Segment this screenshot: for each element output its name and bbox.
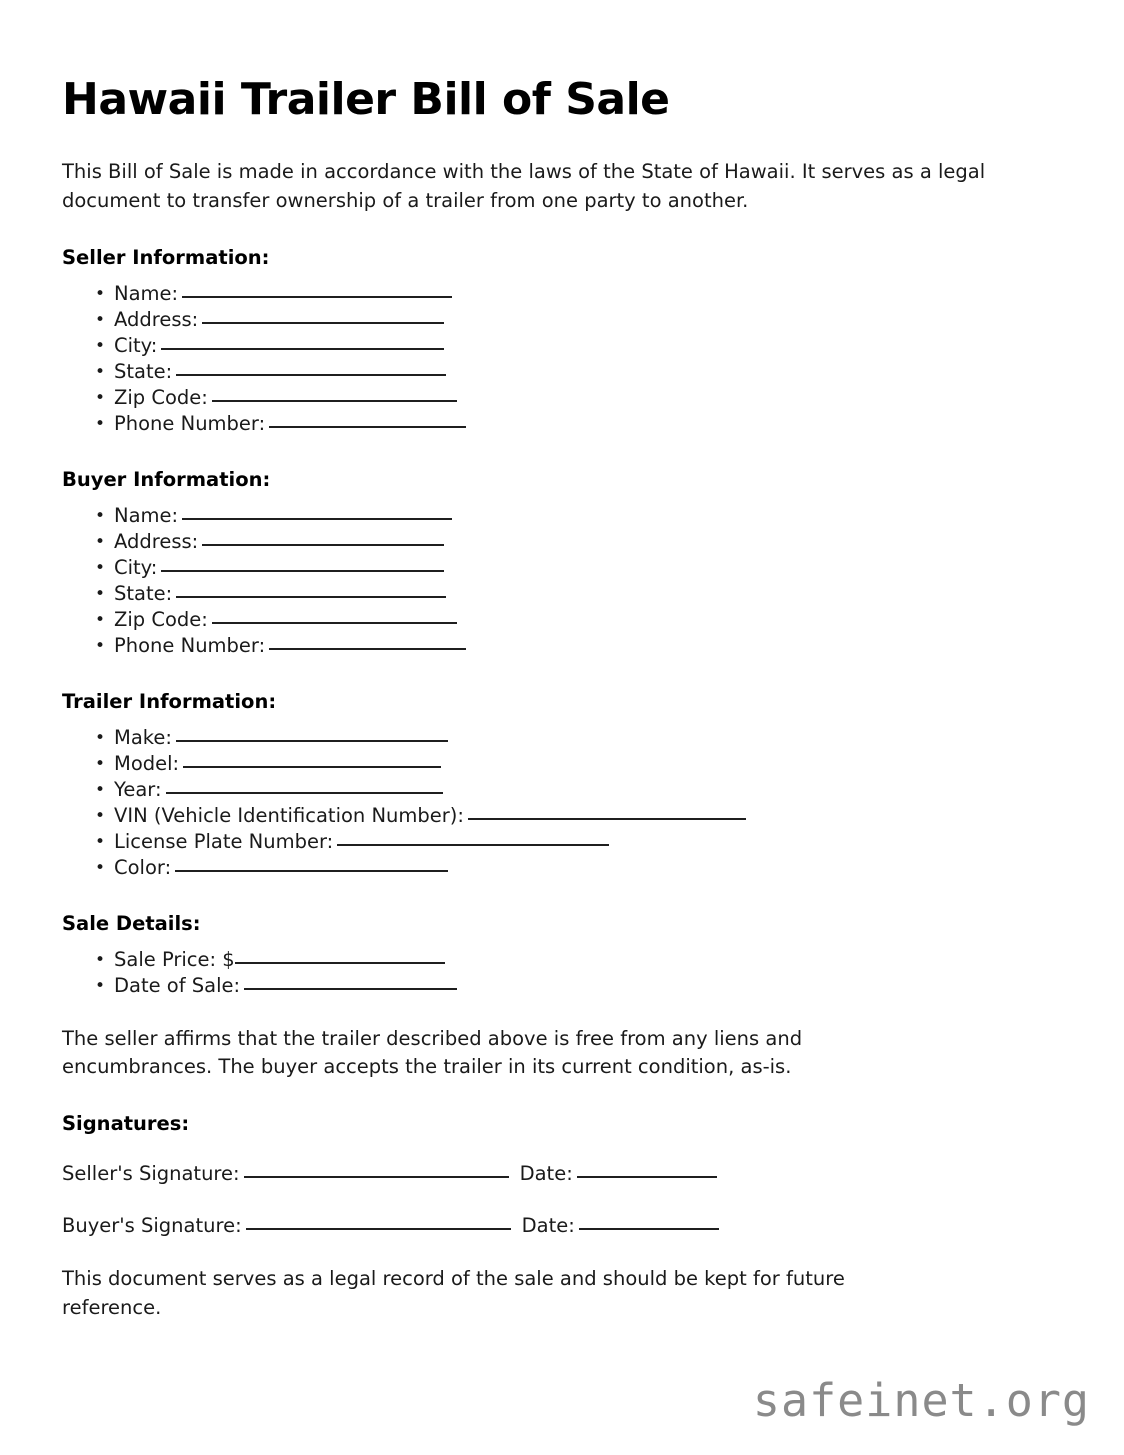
signature-blank-line[interactable] [244, 1161, 509, 1178]
date-blank-line[interactable] [577, 1161, 717, 1178]
field-label: Date of Sale: [114, 973, 241, 997]
list-item [62, 973, 1062, 999]
field-label: VIN (Vehicle Identification Number): [114, 803, 464, 827]
list-item [62, 359, 1062, 385]
seller-field-list [62, 281, 1062, 437]
field-label: Phone Number: [114, 633, 266, 657]
list-item [62, 607, 1062, 633]
field-blank-line[interactable] [176, 359, 446, 376]
field-label: Address: [114, 529, 199, 553]
list-item [62, 333, 1062, 359]
field-blank-line[interactable] [176, 725, 448, 742]
page-title: Hawaii Trailer Bill of Sale [62, 74, 670, 125]
list-item [62, 503, 1062, 529]
signature-row [62, 1213, 1062, 1239]
field-blank-line[interactable] [182, 503, 452, 520]
list-item [62, 725, 1062, 751]
signatures-heading: Signatures: [62, 1112, 190, 1136]
trailer-field-list [62, 725, 1062, 881]
field-label: State: [114, 359, 173, 383]
field-blank-line[interactable] [161, 555, 444, 572]
list-item [62, 947, 1062, 973]
field-label: Year: [114, 777, 162, 801]
date-blank-line[interactable] [579, 1213, 719, 1230]
field-blank-line[interactable] [182, 281, 452, 298]
list-item [62, 751, 1062, 777]
list-item [62, 555, 1062, 581]
list-item [62, 855, 1062, 881]
buyer-information-heading: Buyer Information: [62, 467, 271, 491]
field-blank-line[interactable] [183, 751, 441, 768]
field-label: City: [114, 555, 158, 579]
date-label: Date: [519, 1162, 573, 1186]
field-blank-line[interactable] [212, 607, 457, 624]
list-item [62, 777, 1062, 803]
seller-information-heading: Seller Information: [62, 245, 270, 269]
date-label: Date: [521, 1214, 575, 1238]
trailer-information-heading: Trailer Information: [62, 689, 277, 713]
field-blank-line[interactable] [244, 973, 457, 990]
field-label: Zip Code: [114, 607, 208, 631]
field-blank-line[interactable] [202, 307, 444, 324]
list-item [62, 385, 1062, 411]
list-item [62, 581, 1062, 607]
field-blank-line[interactable] [269, 411, 466, 428]
field-label: Address: [114, 307, 199, 331]
signature-label: Buyer's Signature: [62, 1214, 242, 1238]
field-label: City: [114, 333, 158, 357]
field-blank-line[interactable] [175, 855, 448, 872]
field-blank-line[interactable] [166, 777, 443, 794]
list-item [62, 529, 1062, 555]
site-watermark: safeinet.org [752, 1374, 1090, 1427]
field-label: Model: [114, 751, 180, 775]
list-item [62, 633, 1062, 659]
field-blank-line[interactable] [161, 333, 444, 350]
signature-label: Seller's Signature: [62, 1162, 240, 1186]
field-label: Phone Number: [114, 411, 266, 435]
field-blank-line[interactable] [468, 803, 746, 820]
intro-paragraph: This Bill of Sale is made in accordance with the laws of the State of Hawaii. It serves as a legal document to transfer ownership of a trailer from one party to another. [62, 160, 986, 212]
field-blank-line[interactable] [269, 633, 466, 650]
signature-blank-line[interactable] [246, 1213, 511, 1230]
field-label: Name: [114, 281, 179, 305]
list-item [62, 411, 1062, 437]
list-item [62, 829, 1062, 855]
field-blank-line[interactable] [235, 947, 445, 964]
field-label: Name: [114, 503, 179, 527]
field-label: Make: [114, 725, 172, 749]
list-item [62, 281, 1062, 307]
signature-rows [62, 1161, 1062, 1239]
affirmation-paragraph: The seller affirms that the trailer described above is free from any liens and encumbrances. The buyer accepts the trailer in its current condition, as-is. [62, 1026, 803, 1079]
field-label: State: [114, 581, 173, 605]
field-label: Zip Code: [114, 385, 208, 409]
sale-field-list [62, 947, 1062, 999]
field-blank-line[interactable] [202, 529, 444, 546]
sale-details-heading: Sale Details: [62, 911, 201, 935]
buyer-field-list [62, 503, 1062, 659]
closing-paragraph: This document serves as a legal record of the sale and should be kept for future reference. [62, 1267, 845, 1319]
field-label: Sale Price: $ [114, 947, 235, 971]
list-item [62, 803, 1062, 829]
field-label: License Plate Number: [114, 829, 334, 853]
field-blank-line[interactable] [212, 385, 457, 402]
list-item [62, 307, 1062, 333]
field-blank-line[interactable] [176, 581, 446, 598]
signature-row [62, 1161, 1062, 1187]
field-blank-line[interactable] [337, 829, 609, 846]
field-label: Color: [114, 855, 172, 879]
